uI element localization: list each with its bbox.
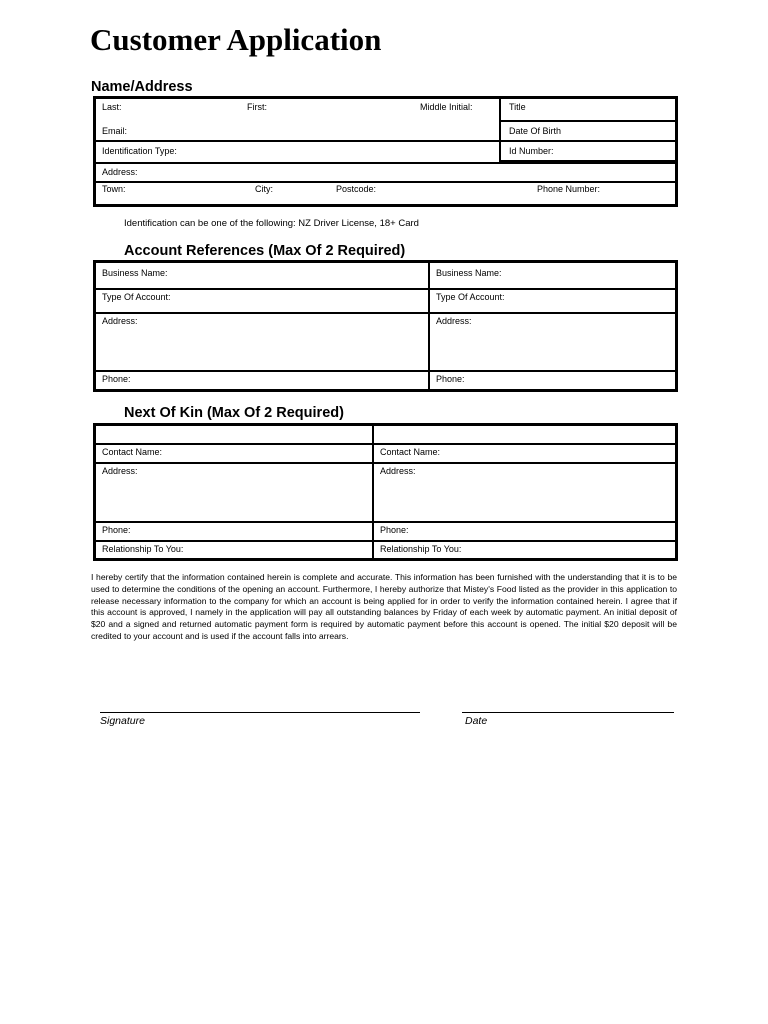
identification-type-field[interactable]: Identification Type: — [102, 146, 177, 156]
kin-2-contact-name-field[interactable]: Contact Name: — [380, 447, 441, 457]
signature-line[interactable] — [100, 712, 420, 713]
kin-2-phone-field[interactable]: Phone: — [380, 525, 409, 535]
account-row-divider — [96, 288, 675, 290]
kin-1-phone-field[interactable]: Phone: — [102, 525, 131, 535]
first-name-field[interactable]: First: — [247, 102, 267, 112]
reference-2-type-of-account-field[interactable]: Type Of Account: — [436, 292, 505, 302]
right-column-divider — [499, 99, 501, 162]
middle-initial-field[interactable]: Middle Initial: — [420, 102, 473, 112]
reference-2-business-name-field[interactable]: Business Name: — [436, 268, 502, 278]
reference-1-phone-field[interactable]: Phone: — [102, 374, 131, 384]
next-of-kin-table — [93, 423, 678, 561]
name-address-table — [93, 96, 678, 207]
reference-2-phone-field[interactable]: Phone: — [436, 374, 465, 384]
kin-1-address-field[interactable]: Address: — [102, 466, 138, 476]
kin-row-divider — [96, 462, 675, 464]
email-row-divider — [96, 140, 675, 142]
phone-number-field[interactable]: Phone Number: — [537, 184, 601, 194]
account-references-table — [93, 260, 678, 392]
reference-1-address-field[interactable]: Address: — [102, 316, 138, 326]
address-field[interactable]: Address: — [102, 167, 138, 177]
kin-1-contact-name-field[interactable]: Contact Name: — [102, 447, 163, 457]
reference-2-address-field[interactable]: Address: — [436, 316, 472, 326]
account-row-divider — [96, 370, 675, 372]
kin-2-relationship-field[interactable]: Relationship To You: — [380, 544, 462, 554]
reference-1-business-name-field[interactable]: Business Name: — [102, 268, 168, 278]
idtype-row-divider — [96, 162, 675, 164]
kin-row-divider — [96, 443, 675, 445]
date-label: Date — [465, 715, 488, 727]
reference-1-type-of-account-field[interactable]: Type Of Account: — [102, 292, 171, 302]
kin-row-divider — [96, 521, 675, 523]
name-address-heading: Name/Address — [91, 79, 193, 95]
next-of-kin-heading: Next Of Kin (Max Of 2 Required) — [124, 405, 344, 421]
date-line[interactable] — [462, 712, 674, 713]
kin-2-address-field[interactable]: Address: — [380, 466, 416, 476]
page-title: Customer Application — [90, 22, 382, 57]
kin-1-relationship-field[interactable]: Relationship To You: — [102, 544, 184, 554]
town-field[interactable]: Town: — [102, 184, 126, 194]
declaration-text: I hereby certify that the information contained herein is complete and accurate. This information has been furnished with the understanding that it is to be used to determine the conditions of the opening an account. Furthermore, I hereby authorize that Mistey's Food listed as the provider in this application to release necessary information to the company for which an account is being applied for in order to verify the information contained herein. I agree that if this account is approved, I namely in the application will pay all outstanding balances by Friday of each week by automatic payment. An initial deposit of $20 and a signed and returned automatic payment form is required by automatic payment before this account is opened. The initial $20 deposit will be credited to your account and is used if the account falls into arrears. — [91, 572, 677, 641]
account-row-divider — [96, 312, 675, 314]
postcode-field[interactable]: Postcode: — [336, 184, 377, 194]
next-of-kin-column-divider — [372, 426, 374, 558]
signature-label: Signature — [100, 715, 145, 727]
address-row-divider — [96, 181, 675, 183]
city-field[interactable]: City: — [255, 184, 273, 194]
title-field[interactable]: Title — [509, 102, 526, 112]
email-field[interactable]: Email: — [102, 126, 128, 136]
account-references-heading: Account References (Max Of 2 Required) — [124, 243, 406, 259]
identification-note: Identification can be one of the following: NZ Driver License, 18+ Card — [124, 218, 419, 229]
kin-row-divider — [96, 540, 675, 542]
title-row-divider — [500, 120, 675, 122]
date-of-birth-field[interactable]: Date Of Birth — [509, 126, 562, 136]
id-number-field[interactable]: Id Number: — [509, 146, 554, 156]
last-name-field[interactable]: Last: — [102, 102, 122, 112]
